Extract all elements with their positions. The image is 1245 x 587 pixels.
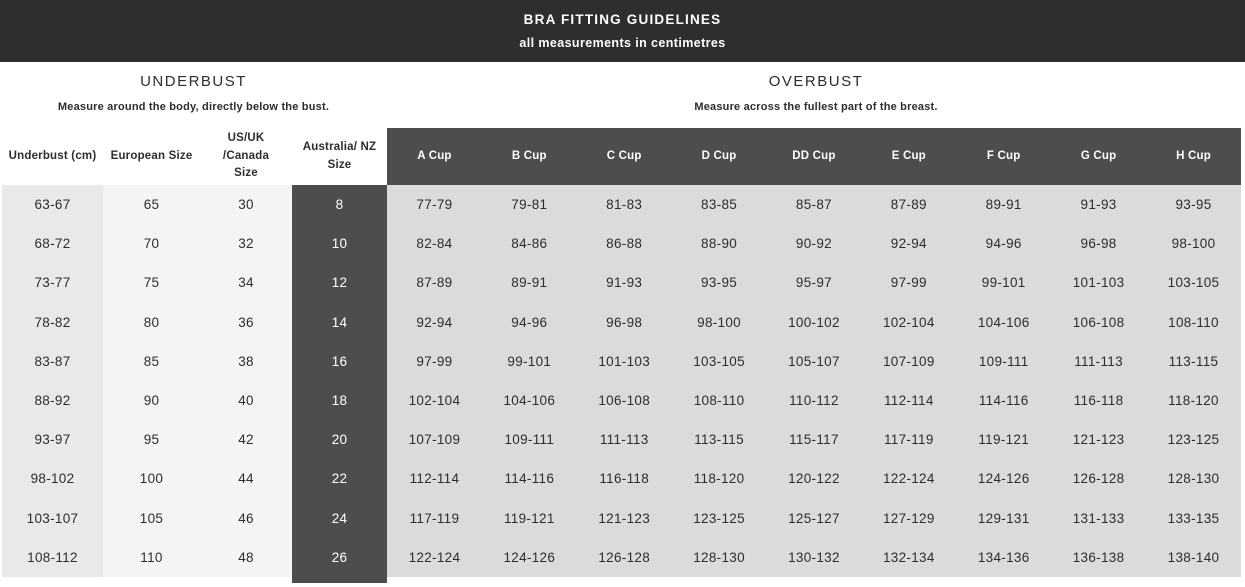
cell-cup-range: 101-103 — [1051, 263, 1146, 302]
table-row — [2, 381, 1241, 420]
header-line: Size — [234, 167, 258, 180]
cell-cup-range: 121-123 — [577, 499, 672, 538]
cell-cup-range: 117-119 — [387, 499, 482, 538]
header-banner — [0, 0, 1245, 62]
cell-cup-range: 106-108 — [577, 381, 672, 420]
cell-cup-range: 93-95 — [1146, 185, 1241, 224]
cell-cup-range: 79-81 — [482, 185, 577, 224]
cell-cup-range: 98-100 — [672, 303, 767, 342]
cell-cup-range: 119-121 — [482, 499, 577, 538]
cell-cup-range: 120-122 — [767, 459, 862, 498]
header-cup-col: A Cup — [387, 128, 482, 185]
cell-cup-range: 96-98 — [1051, 224, 1146, 263]
cell-underbust-cm: 103-107 — [2, 499, 103, 538]
cell-cup-range: 133-135 — [1146, 499, 1241, 538]
underbust-title: UNDERBUST — [140, 73, 247, 90]
cell-european-size: 80 — [103, 303, 200, 342]
cell-cup-range: 101-103 — [577, 342, 672, 381]
cell-australia-nz-size: 20 — [292, 420, 387, 459]
page-subtitle: all measurements in centimetres — [519, 36, 726, 50]
page-title: BRA FITTING GUIDELINES — [523, 12, 722, 27]
header-us-uk-canada-size — [200, 128, 292, 185]
cell-cup-range: 110-112 — [767, 381, 862, 420]
cell-european-size: 70 — [103, 224, 200, 263]
header-cup-col: G Cup — [1051, 128, 1146, 185]
cell-australia-nz-size: 14 — [292, 303, 387, 342]
cell-cup-range: 128-130 — [1146, 459, 1241, 498]
cell-cup-range: 131-133 — [1051, 499, 1146, 538]
underbust-description: Measure around the body, directly below the bust. — [57, 101, 330, 113]
cell-cup-range: 86-88 — [577, 224, 672, 263]
cell-cup-range: 108-110 — [672, 381, 767, 420]
cell-australia-nz-size: 18 — [292, 381, 387, 420]
table-row — [2, 538, 1241, 577]
cell-australia-nz-size: 10 — [292, 224, 387, 263]
cell-cup-range: 138-140 — [1146, 538, 1241, 577]
cell-cup-range: 89-91 — [956, 185, 1051, 224]
cell-cup-range: 104-106 — [956, 303, 1051, 342]
cell-australia-nz-size: 8 — [292, 185, 387, 224]
cell-cup-range: 102-104 — [861, 303, 956, 342]
cell-cup-range: 112-114 — [861, 381, 956, 420]
cell-cup-range: 100-102 — [767, 303, 862, 342]
cell-cup-range: 129-131 — [956, 499, 1051, 538]
cell-cup-range: 126-128 — [577, 538, 672, 577]
cell-cup-range: 85-87 — [767, 185, 862, 224]
cell-us-uk-canada-size: 36 — [200, 303, 292, 342]
table-row — [2, 499, 1241, 538]
header-australia-nz-size — [292, 128, 387, 185]
cell-us-uk-canada-size: 32 — [200, 224, 292, 263]
cell-european-size: 90 — [103, 381, 200, 420]
cell-cup-range: 104-106 — [482, 381, 577, 420]
cell-european-size: 85 — [103, 342, 200, 381]
cell-cup-range: 95-97 — [767, 263, 862, 302]
cell-cup-range: 94-96 — [956, 224, 1051, 263]
cell-cup-range: 109-111 — [482, 420, 577, 459]
cell-european-size: 110 — [103, 538, 200, 577]
header-cup-col: DD Cup — [767, 128, 862, 185]
size-chart-table — [2, 128, 1241, 577]
cell-us-uk-canada-size: 38 — [200, 342, 292, 381]
cell-australia-nz-size: 12 — [292, 263, 387, 302]
header-line: Size — [327, 158, 352, 171]
header-cup-col: C Cup — [577, 128, 672, 185]
cell-cup-range: 103-105 — [1146, 263, 1241, 302]
cell-cup-range: 111-113 — [577, 420, 672, 459]
cell-cup-range: 96-98 — [577, 303, 672, 342]
cell-cup-range: 93-95 — [672, 263, 767, 302]
cell-cup-range: 124-126 — [956, 459, 1051, 498]
cell-us-uk-canada-size: 48 — [200, 538, 292, 577]
cell-cup-range: 115-117 — [767, 420, 862, 459]
table-row — [2, 420, 1241, 459]
header-line: US/UK /Canada — [222, 131, 270, 162]
cell-cup-range: 87-89 — [387, 263, 482, 302]
cell-cup-range: 114-116 — [482, 459, 577, 498]
cell-australia-nz-size: 26 — [292, 538, 387, 577]
cell-underbust-cm: 78-82 — [2, 303, 103, 342]
cell-underbust-cm: 68-72 — [2, 224, 103, 263]
cell-cup-range: 134-136 — [956, 538, 1051, 577]
cell-underbust-cm: 88-92 — [2, 381, 103, 420]
cell-cup-range: 123-125 — [672, 499, 767, 538]
cell-cup-range: 112-114 — [387, 459, 482, 498]
cell-cup-range: 122-124 — [861, 459, 956, 498]
cell-cup-range: 124-126 — [482, 538, 577, 577]
cell-cup-range: 106-108 — [1051, 303, 1146, 342]
cell-us-uk-canada-size: 30 — [200, 185, 292, 224]
cell-underbust-cm: 83-87 — [2, 342, 103, 381]
cell-cup-range: 99-101 — [956, 263, 1051, 302]
header-line: European Size — [110, 149, 193, 162]
cell-european-size: 100 — [103, 459, 200, 498]
header-line: Underbust (cm) — [8, 149, 97, 162]
cell-cup-range: 82-84 — [387, 224, 482, 263]
cell-cup-range: 107-109 — [861, 342, 956, 381]
table-row — [2, 303, 1241, 342]
cell-cup-range: 127-129 — [861, 499, 956, 538]
cell-cup-range: 107-109 — [387, 420, 482, 459]
underbust-section — [0, 62, 387, 128]
cell-cup-range: 90-92 — [767, 224, 862, 263]
cell-cup-range: 116-118 — [577, 459, 672, 498]
cell-australia-nz-size: 24 — [292, 499, 387, 538]
cell-us-uk-canada-size: 44 — [200, 459, 292, 498]
table-row — [2, 185, 1241, 224]
cell-cup-range: 77-79 — [387, 185, 482, 224]
cell-us-uk-canada-size: 46 — [200, 499, 292, 538]
cell-cup-range: 128-130 — [672, 538, 767, 577]
overbust-description: Measure across the fullest part of the breast. — [694, 101, 938, 113]
cell-cup-range: 109-111 — [956, 342, 1051, 381]
header-cup-col: H Cup — [1146, 128, 1241, 185]
cell-cup-range: 111-113 — [1051, 342, 1146, 381]
cell-cup-range: 91-93 — [577, 263, 672, 302]
overbust-title: OVERBUST — [768, 73, 864, 90]
table-row — [2, 459, 1241, 498]
header-european-size — [103, 128, 200, 185]
cell-cup-range: 132-134 — [861, 538, 956, 577]
cell-cup-range: 94-96 — [482, 303, 577, 342]
cell-european-size: 105 — [103, 499, 200, 538]
cell-australia-nz-size: 16 — [292, 342, 387, 381]
overbust-section — [387, 62, 1245, 128]
cell-cup-range: 91-93 — [1051, 185, 1146, 224]
cell-cup-range: 126-128 — [1051, 459, 1146, 498]
cell-us-uk-canada-size: 40 — [200, 381, 292, 420]
header-cup-col: E Cup — [861, 128, 956, 185]
cell-cup-range: 113-115 — [1146, 342, 1241, 381]
cell-european-size: 95 — [103, 420, 200, 459]
cell-cup-range: 84-86 — [482, 224, 577, 263]
cell-cup-range: 113-115 — [672, 420, 767, 459]
cell-cup-range: 89-91 — [482, 263, 577, 302]
cell-cup-range: 81-83 — [577, 185, 672, 224]
cell-cup-range: 87-89 — [861, 185, 956, 224]
cell-cup-range: 122-124 — [387, 538, 482, 577]
table-row — [2, 224, 1241, 263]
cell-cup-range: 118-120 — [1146, 381, 1241, 420]
cell-us-uk-canada-size: 34 — [200, 263, 292, 302]
cell-cup-range: 97-99 — [387, 342, 482, 381]
header-cup-col: F Cup — [956, 128, 1051, 185]
cell-cup-range: 97-99 — [861, 263, 956, 302]
cell-cup-range: 99-101 — [482, 342, 577, 381]
cell-australia-nz-size: 22 — [292, 459, 387, 498]
cell-cup-range: 119-121 — [956, 420, 1051, 459]
header-line: Australia/ NZ — [302, 140, 377, 153]
cell-underbust-cm: 93-97 — [2, 420, 103, 459]
table-row — [2, 342, 1241, 381]
header-cup-col: D Cup — [672, 128, 767, 185]
cell-cup-range: 114-116 — [956, 381, 1051, 420]
cell-cup-range: 123-125 — [1146, 420, 1241, 459]
cell-us-uk-canada-size: 42 — [200, 420, 292, 459]
cell-cup-range: 92-94 — [861, 224, 956, 263]
cell-underbust-cm: 63-67 — [2, 185, 103, 224]
header-row — [2, 128, 1241, 185]
header-underbust-cm — [2, 128, 103, 185]
cell-european-size: 75 — [103, 263, 200, 302]
cell-underbust-cm: 108-112 — [2, 538, 103, 577]
cell-cup-range: 121-123 — [1051, 420, 1146, 459]
cell-cup-range: 117-119 — [861, 420, 956, 459]
cell-underbust-cm: 73-77 — [2, 263, 103, 302]
table-row — [2, 263, 1241, 302]
cell-cup-range: 125-127 — [767, 499, 862, 538]
cell-cup-range: 88-90 — [672, 224, 767, 263]
cell-cup-range: 98-100 — [1146, 224, 1241, 263]
cell-cup-range: 118-120 — [672, 459, 767, 498]
cell-cup-range: 108-110 — [1146, 303, 1241, 342]
section-headings — [0, 62, 1245, 128]
cell-cup-range: 92-94 — [387, 303, 482, 342]
australia-nz-column-footer — [292, 577, 387, 583]
cell-cup-range: 105-107 — [767, 342, 862, 381]
header-cup-col: B Cup — [482, 128, 577, 185]
cell-cup-range: 83-85 — [672, 185, 767, 224]
cell-cup-range: 136-138 — [1051, 538, 1146, 577]
cell-underbust-cm: 98-102 — [2, 459, 103, 498]
cell-cup-range: 103-105 — [672, 342, 767, 381]
cell-cup-range: 102-104 — [387, 381, 482, 420]
cell-european-size: 65 — [103, 185, 200, 224]
cell-cup-range: 116-118 — [1051, 381, 1146, 420]
cell-cup-range: 130-132 — [767, 538, 862, 577]
